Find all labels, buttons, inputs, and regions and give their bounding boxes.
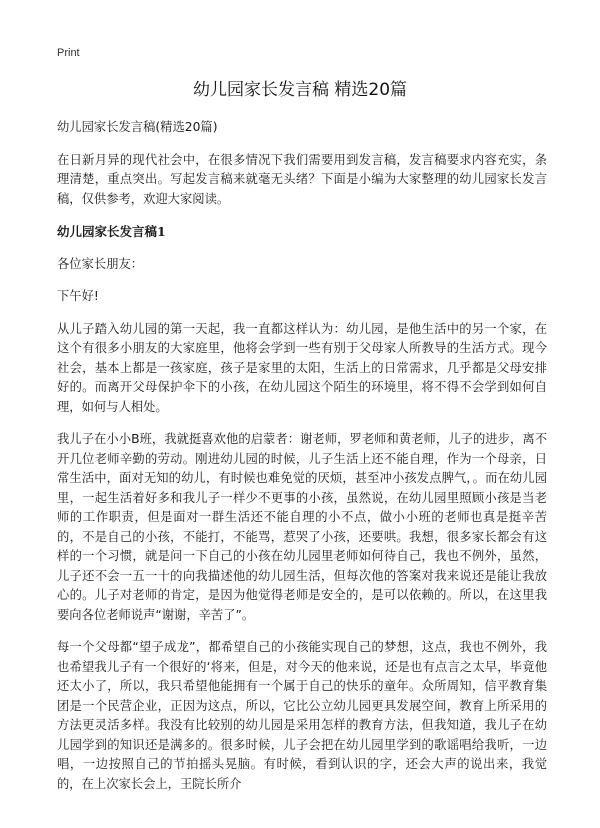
page-title: 幼儿园家长发言稿 精选20篇 bbox=[192, 80, 408, 100]
salutation-line: 下午好! bbox=[57, 289, 99, 303]
body-paragraph: 从儿子踏入幼儿园的第一天起，我一直都这样认为：幼儿园，是他生活中的另一个家，在这个有很多小朋友的大家庭里，他将会学到一些有别于父母家人所教导的生活方式。现今社会，基本上都是一孩家庭，孩子是家里的太阳，生活上的日常需求，几乎都是父母安排好的。而离开父母保护伞下的小孩，在幼儿园这个陌生的环境里，将不得不会学到如何自理，如何与人相处。 bbox=[57, 321, 547, 414]
print-link[interactable]: Print bbox=[57, 47, 80, 59]
greeting-line: 各位家长朋友： bbox=[57, 256, 144, 271]
body-paragraph: 我儿子在小小B班，我就挺喜欢他的启蒙者：谢老师，罗老师和黄老师，儿子的进步，离不开几位老师辛勤的劳动。刚进幼儿园的时候，儿子生活上还不能自理，作为一个母亲，日常生活中，面对无知的幼儿，有时候也难免觉的厌烦，甚至冲小孩发点脾气，。而在幼儿园里，一起生活着好多和我儿子一样少不更事的小孩，虽然说，在幼儿园里照顾小孩是当老师的工作职责，但是面对一群生活还不能自理的小不点，做小小班的老师也真是挺辛苦的，不是自己的小孩，不能打，不能骂，惹哭了小孩，还要哄。我想，很多家长都会有这样的一个习惯，就是问一下自己的小孩在幼儿园里老师如何待自己，我也不例外，虽然，儿子还不会一五一十的向我描述他的幼儿园生活，但每次他的答案对我来说还是能让我放心的。儿子对老师的肯定，是因为他觉得老师是安全的，是可以依赖的。所以，在这里我要向各位老师说声“谢谢，辛苦了”。 bbox=[57, 432, 547, 622]
article-body bbox=[57, 118, 547, 807]
intro-paragraph: 在日新月异的现代社会中，在很多情况下我们需要用到发言稿，发言稿要求内容充实，条理清楚，重点突出。写起发言稿来就毫无头绪？下面是小编为大家整理的幼儿园家长发言稿，仅供参考，欢迎大家阅读。 bbox=[57, 152, 547, 206]
body-paragraph: 每一个父母都“望子成龙”，都希望自己的小孩能实现自己的梦想，这点，我也不例外，我也希望我儿子有一个很好的‘将来，但是，对今天的他来说，还是也有点言之太早，毕竟他还太小了，所以，我只希望他能拥有一个属于自己的快乐的童年。众所周知，信平教育集团是一个民营企业，正因为这点，所以，它比公立幼儿园更具发展空间，教育上所采用的方法更灵活多样。我没有比较别的幼儿园是采用怎样的教育方法，但我知道，我儿子在幼儿园学到的知识还是满多的。很多时候，儿子会把在幼儿园里学到的歌谣唱给我听，一边唱，一边按照自己的节拍摇头晃脑。有时候，看到认识的字，还会大声的说出来，我觉的，在上次家长会上，王院长所介 bbox=[57, 640, 547, 791]
section-heading: 幼儿园家长发言稿1 bbox=[57, 224, 166, 239]
document-subtitle: 幼儿园家长发言稿(精选20篇) bbox=[57, 120, 218, 134]
